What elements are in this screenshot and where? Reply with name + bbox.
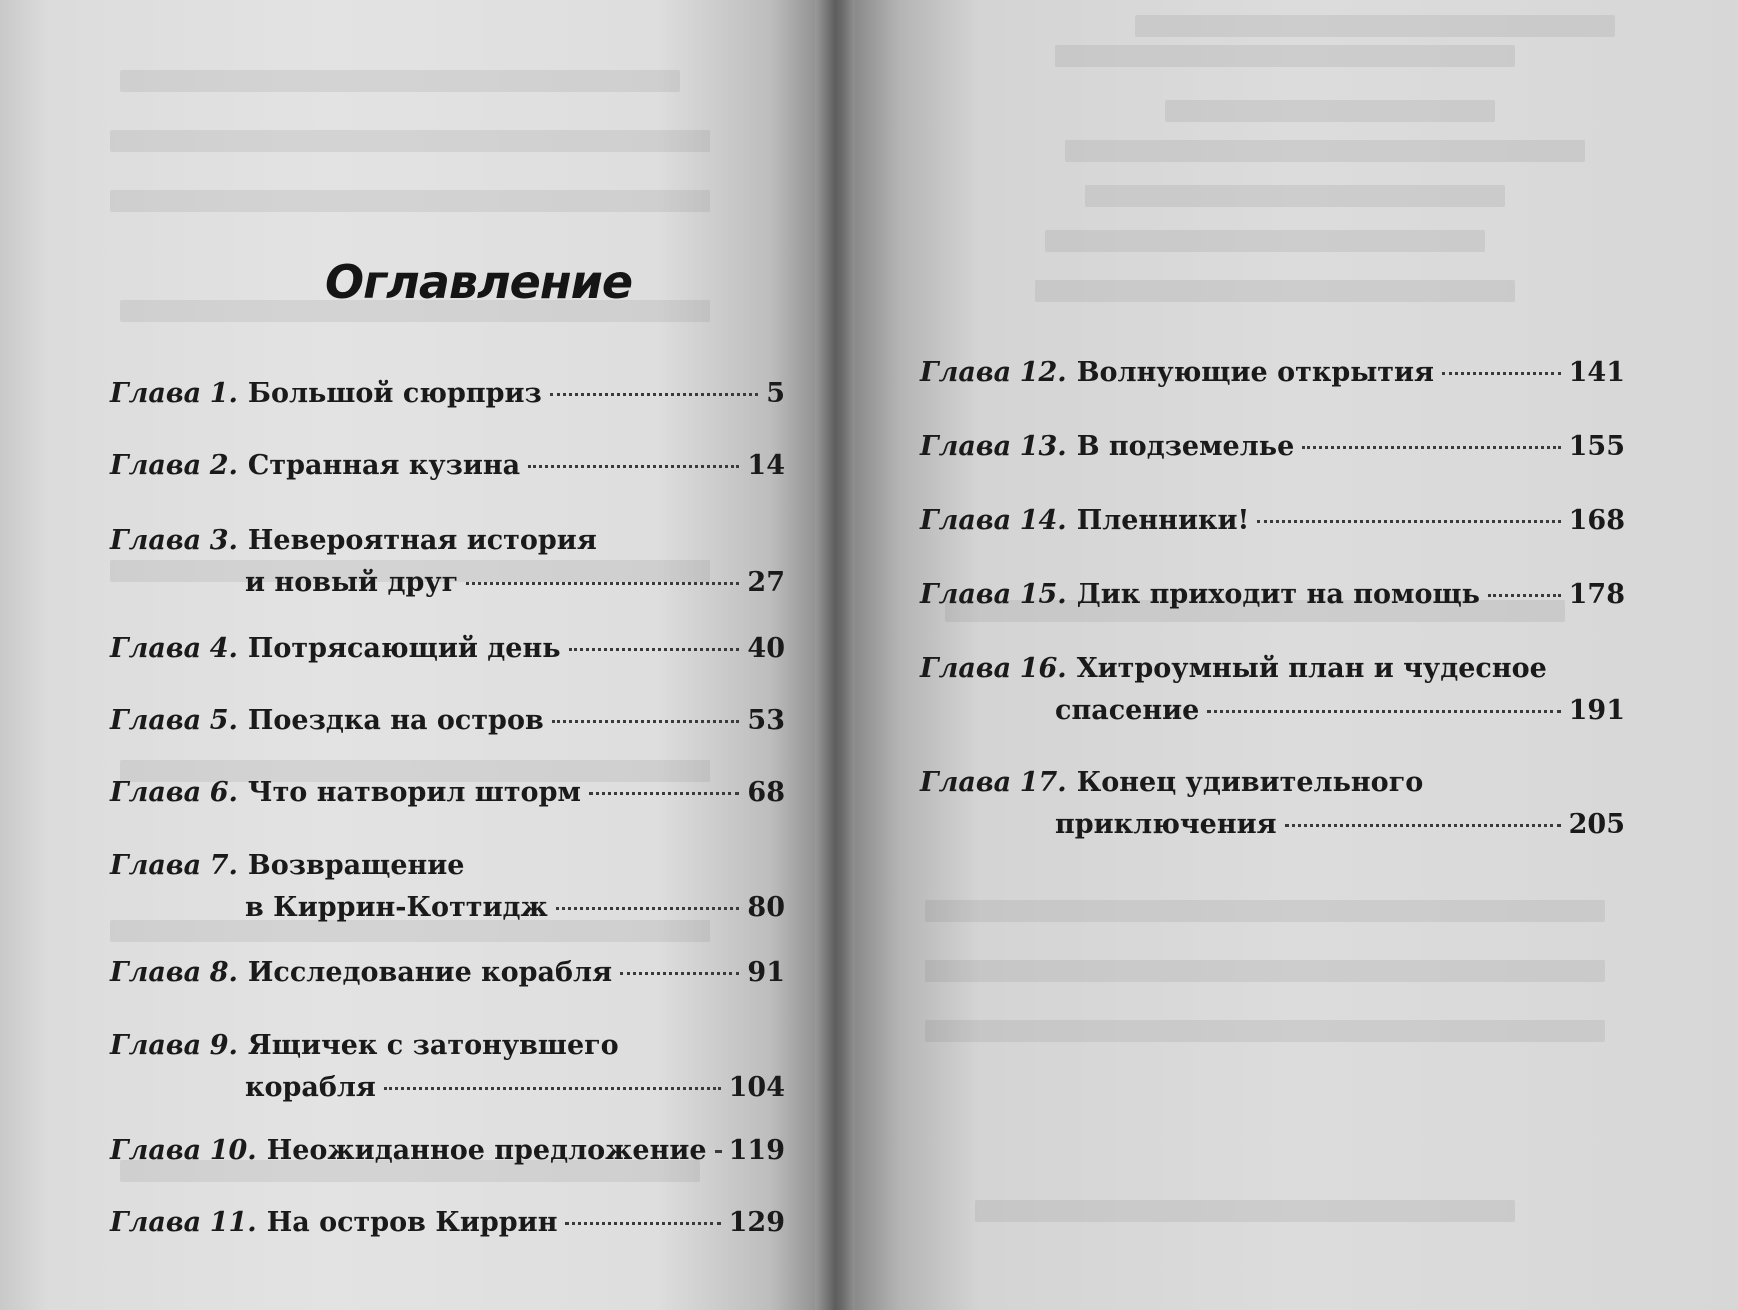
chapter-number: 3 — [209, 525, 229, 556]
chapter-separator: . — [228, 378, 238, 409]
page-number: 104 — [728, 1072, 785, 1103]
page-number: 53 — [747, 705, 785, 736]
chapter-separator: . — [247, 1135, 257, 1166]
page-number: 27 — [747, 567, 785, 598]
toc-entry[interactable] — [920, 648, 1625, 732]
chapter-number: 2 — [209, 450, 229, 481]
chapter-word: Глава — [110, 957, 202, 988]
chapter-title: Ящичек с затонувшего — [247, 1030, 619, 1061]
toc-entry-line — [920, 574, 1625, 616]
page-number: 119 — [728, 1135, 785, 1166]
dot-leader — [1257, 520, 1560, 523]
chapter-word: Глава — [110, 1030, 202, 1061]
chapter-word: Глава — [110, 705, 202, 736]
chapter-title: Невероятная история — [247, 525, 597, 556]
toc-entry-line — [110, 1202, 785, 1244]
page-number: 205 — [1568, 809, 1625, 840]
chapter-number: 17 — [1019, 767, 1058, 798]
toc-entry[interactable] — [110, 772, 785, 814]
toc-entry-line — [110, 772, 785, 814]
chapter-title: Хитроумный план и чудесное — [1076, 653, 1547, 684]
toc-entry[interactable] — [920, 426, 1625, 468]
dot-leader — [552, 720, 740, 723]
chapter-separator: . — [228, 850, 238, 881]
left-page — [0, 0, 820, 1310]
toc-entry[interactable] — [920, 762, 1625, 846]
chapter-separator: . — [1057, 505, 1067, 536]
chapter-number: 9 — [209, 1030, 229, 1061]
toc-entry[interactable] — [110, 1130, 785, 1172]
chapter-separator: . — [1057, 579, 1067, 610]
dot-leader — [556, 907, 740, 910]
page-number: 155 — [1568, 431, 1625, 462]
chapter-number: 14 — [1019, 505, 1058, 536]
dot-leader — [384, 1087, 721, 1090]
chapter-number: 12 — [1019, 357, 1058, 388]
dot-leader — [1302, 446, 1560, 449]
chapter-title: Волнующие открытия — [1076, 357, 1435, 388]
chapter-title: Пленники! — [1076, 505, 1250, 536]
toc-entry-line — [110, 845, 785, 887]
page-number: 5 — [766, 378, 785, 409]
toc-entry-line — [110, 1067, 785, 1109]
chapter-title: Поездка на остров — [247, 705, 544, 736]
chapter-word: Глава — [110, 378, 202, 409]
chapter-separator: . — [1057, 431, 1067, 462]
dot-leader — [466, 582, 739, 585]
toc-entry-line — [920, 762, 1625, 804]
chapter-separator: . — [228, 525, 238, 556]
page-number: 129 — [728, 1207, 785, 1238]
toc-entry[interactable] — [110, 952, 785, 994]
chapter-title: Потрясающий день — [247, 633, 561, 664]
chapter-word: Глава — [110, 1207, 202, 1238]
toc-entry[interactable] — [110, 845, 785, 929]
toc-entry[interactable] — [110, 373, 785, 415]
toc-entry-line — [920, 804, 1625, 846]
chapter-number: 8 — [209, 957, 229, 988]
chapter-number: 1 — [209, 378, 229, 409]
chapter-word: Глава — [110, 633, 202, 664]
dot-leader — [1442, 372, 1561, 375]
toc-entry-line — [110, 1025, 785, 1067]
chapter-word: Глава — [110, 450, 202, 481]
toc-entry[interactable] — [920, 500, 1625, 542]
dot-leader — [565, 1222, 720, 1225]
toc-entry-line — [920, 426, 1625, 468]
chapter-title: Неожиданное предложение — [266, 1135, 707, 1166]
toc-entry-line — [110, 373, 785, 415]
dot-leader — [589, 792, 740, 795]
chapter-number: 13 — [1019, 431, 1058, 462]
chapter-title: в Киррин-Коттидж — [245, 892, 548, 923]
chapter-word: Глава — [920, 653, 1012, 684]
chapter-number: 7 — [209, 850, 229, 881]
page-number: 91 — [747, 957, 785, 988]
chapter-separator: . — [1057, 357, 1067, 388]
page-number: 168 — [1568, 505, 1625, 536]
toc-entry-line — [110, 952, 785, 994]
book-gutter — [815, 0, 860, 1310]
dot-leader — [1207, 710, 1560, 713]
chapter-word: Глава — [920, 357, 1012, 388]
toc-entry-line — [110, 562, 785, 604]
page-number: 40 — [747, 633, 785, 664]
chapter-word: Глава — [920, 579, 1012, 610]
chapter-separator: . — [228, 1030, 238, 1061]
chapter-title: Дик приходит на помощь — [1076, 579, 1480, 610]
chapter-title: корабля — [245, 1072, 376, 1103]
chapter-separator: . — [247, 1207, 257, 1238]
dot-leader — [620, 972, 739, 975]
chapter-title: Исследование корабля — [247, 957, 613, 988]
toc-entry[interactable] — [920, 352, 1625, 394]
chapter-number: 15 — [1019, 579, 1058, 610]
chapter-separator: . — [228, 633, 238, 664]
dot-leader — [715, 1150, 721, 1153]
chapter-separator: . — [228, 450, 238, 481]
toc-entry[interactable] — [110, 1202, 785, 1244]
chapter-word: Глава — [110, 777, 202, 808]
dot-leader — [1285, 824, 1561, 827]
chapter-separator: . — [228, 777, 238, 808]
page-number: 191 — [1568, 695, 1625, 726]
toc-entry-line — [110, 700, 785, 742]
chapter-title: На остров Киррин — [266, 1207, 558, 1238]
chapter-separator: . — [1057, 653, 1067, 684]
chapter-number: 11 — [209, 1207, 248, 1238]
chapter-title: Возвращение — [247, 850, 465, 881]
toc-entry-line — [110, 887, 785, 929]
chapter-title: Большой сюрприз — [247, 378, 542, 409]
toc-entry-line — [110, 1130, 785, 1172]
chapter-separator: . — [228, 957, 238, 988]
toc-entry-line — [110, 520, 785, 562]
page-number: 141 — [1568, 357, 1625, 388]
dot-leader — [1488, 594, 1561, 597]
page-number: 68 — [747, 777, 785, 808]
chapter-number: 5 — [209, 705, 229, 736]
chapter-word: Глава — [920, 767, 1012, 798]
dot-leader — [528, 465, 739, 468]
chapter-number: 6 — [209, 777, 229, 808]
chapter-title: приключения — [1055, 809, 1277, 840]
chapter-number: 4 — [209, 633, 229, 664]
dot-leader — [550, 393, 758, 396]
toc-entry-line — [920, 648, 1625, 690]
chapter-number: 16 — [1019, 653, 1058, 684]
chapter-separator: . — [1057, 767, 1067, 798]
chapter-word: Глава — [110, 850, 202, 881]
chapter-separator: . — [228, 705, 238, 736]
chapter-title: спасение — [1055, 695, 1200, 726]
chapter-word: Глава — [110, 525, 202, 556]
toc-entry-line — [920, 690, 1625, 732]
chapter-word: Глава — [110, 1135, 202, 1166]
toc-title: Оглавление — [325, 255, 633, 309]
page-number: 80 — [747, 892, 785, 923]
right-page — [855, 0, 1738, 1310]
chapter-title: и новый друг — [245, 567, 459, 598]
chapter-word: Глава — [920, 431, 1012, 462]
page-number: 14 — [747, 450, 785, 481]
toc-entry[interactable] — [110, 628, 785, 670]
dot-leader — [569, 648, 740, 651]
toc-entry-line — [110, 445, 785, 487]
toc-entry[interactable] — [110, 700, 785, 742]
toc-entry[interactable] — [110, 1025, 785, 1109]
toc-entry[interactable] — [920, 574, 1625, 616]
toc-entry[interactable] — [110, 445, 785, 487]
chapter-number: 10 — [209, 1135, 248, 1166]
chapter-title: В подземелье — [1076, 431, 1295, 462]
toc-entry[interactable] — [110, 520, 785, 604]
toc-entry-line — [920, 500, 1625, 542]
chapter-title: Конец удивительного — [1076, 767, 1424, 798]
chapter-word: Глава — [920, 505, 1012, 536]
toc-entry-line — [110, 628, 785, 670]
chapter-title: Странная кузина — [247, 450, 521, 481]
chapter-title: Что натворил шторм — [247, 777, 581, 808]
toc-entry-line — [920, 352, 1625, 394]
page-number: 178 — [1568, 579, 1625, 610]
